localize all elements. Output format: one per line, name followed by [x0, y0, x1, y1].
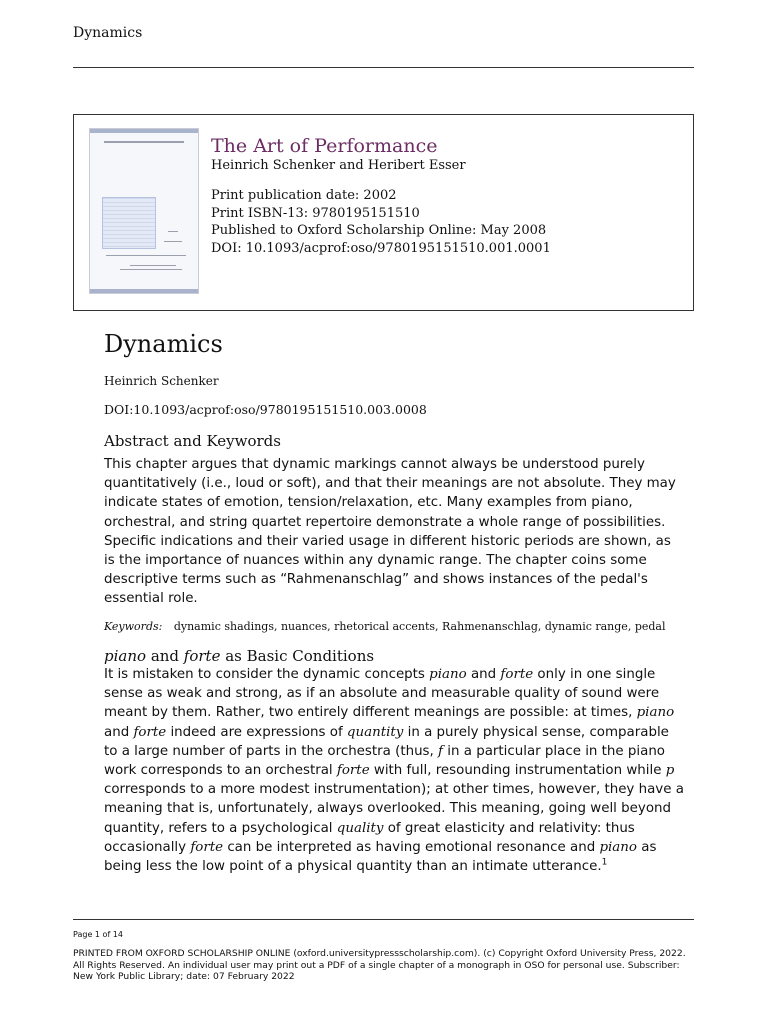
paragraph-text: as being less the low point of a physical quantity than an intimate utterance.: [104, 839, 657, 875]
paragraph-text: and: [466, 667, 501, 682]
cover-band-bottom: [90, 289, 198, 293]
print-publication-date: Print publication date: 2002: [211, 188, 397, 203]
chapter-doi: DOI:10.1093/acprof:oso/9780195151510.003.0008: [104, 402, 427, 417]
cover-title-line: [168, 231, 178, 232]
paragraph-text: in a purely physical sense, comparable to a large number of parts in the orchestra (thus,: [104, 724, 669, 759]
paragraph-text: of great elasticity and relativity: thus occasionally: [104, 820, 635, 855]
italic-term: quantity: [346, 724, 404, 740]
book-authors: Heinrich Schenker and Heribert Esser: [211, 158, 466, 173]
paragraph-text: can be interpreted as having emotional resonance and: [223, 839, 600, 855]
chapter-title: Dynamics: [104, 330, 223, 358]
abstract-heading: Abstract and Keywords: [104, 432, 281, 450]
keywords: [104, 620, 665, 633]
section-heading-part: and: [146, 647, 184, 665]
paragraph-text: corresponds to a more modest instrumentation); at other times, however, they have a meaning that is, unfortunately, always overlooked. This meaning, going well beyond quantity, refers to a psychological: [104, 782, 684, 836]
cover-author-line: [104, 141, 184, 143]
footer-divider: [73, 919, 694, 920]
book-metadata: [211, 187, 551, 257]
section-heading-part: piano: [104, 647, 147, 665]
paragraph-text: in a particular place in the piano work corresponds to an orchestral: [104, 743, 666, 779]
print-isbn: Print ISBN-13: 9780195151510: [211, 205, 420, 221]
book-cover-image: [89, 128, 199, 294]
book-title[interactable]: The Art of Performance: [211, 135, 438, 157]
published-online: Published to Oxford Scholarship Online: May 2008: [211, 223, 547, 238]
italic-term: forte: [336, 763, 370, 779]
cover-title-line: [164, 241, 182, 242]
italic-term: quality: [336, 820, 384, 836]
body-paragraph: [104, 665, 684, 876]
running-head: Dynamics: [73, 25, 143, 41]
paragraph-text: with full, resounding instrumentation while: [369, 763, 666, 779]
italic-term: forte: [190, 839, 224, 855]
cover-subtitle-line: [120, 269, 182, 270]
paragraph-text: only in one single sense as weak and strong, as if an absolute and measurable quality of sound were meant by them. Rather, two entirely different meanings are possible: at times,: [104, 667, 660, 721]
italic-term: piano: [429, 667, 467, 682]
cover-manuscript-image: [102, 197, 156, 249]
paragraph-text: and: [104, 724, 134, 740]
page-number: Page 1 of 14: [73, 930, 123, 939]
section-heading: [104, 647, 374, 665]
footer-notice: PRINTED FROM OXFORD SCHOLARSHIP ONLINE (oxford.universitypressscholarship.com). (c) Copyright Oxford University Press, 2022. All Rights Reserved. An individual user may print out a PDF of a single chapter of a monograph in OSO for personal use. Subscriber: New York Public Library; date: 07 February 2022: [73, 948, 686, 982]
paragraph-text: It is mistaken to consider the dynamic concepts: [104, 667, 430, 682]
book-doi: DOI: 10.1093/acprof:oso/9780195151510.001.0001: [211, 240, 551, 256]
italic-term: f: [438, 743, 444, 759]
chapter-author: Heinrich Schenker: [104, 374, 219, 388]
italic-term: p: [665, 763, 675, 779]
cover-subtitle-line: [130, 265, 176, 266]
book-info-box: [73, 114, 694, 311]
italic-term: forte: [133, 724, 167, 740]
section-heading-part: as Basic Conditions: [220, 647, 375, 665]
keywords-list: dynamic shadings, nuances, rhetorical accents, Rahmenanschlag, dynamic range, pedal: [173, 620, 666, 633]
keywords-label: Keywords:: [104, 620, 163, 633]
paragraph-text: indeed are expressions of: [166, 724, 347, 740]
italic-term: piano: [636, 705, 675, 721]
cover-title-line: [106, 255, 186, 256]
italic-term: forte: [500, 667, 534, 682]
cover-band-top: [90, 129, 198, 133]
abstract-text: This chapter argues that dynamic markings cannot always be understood purely quantitatively (i.e., loud or soft), and that their meanings are not absolute. They may indicate states of emotion, tension/relaxation, etc. Many examples from piano, orchestral, and string quartet repertoire demonstrate a whole range of possibilities. Specific indications and their varied usage in different historic periods are shown, as is the importance of nuances within any dynamic range. The chapter coins some descriptive terms such as “Rahmenanschlag” and shows instances of the pedal's essential role.: [104, 457, 676, 607]
section-heading-part: forte: [183, 647, 221, 665]
footnote-marker[interactable]: 1: [601, 857, 608, 868]
header-divider: [73, 67, 694, 68]
italic-term: piano: [599, 839, 637, 855]
